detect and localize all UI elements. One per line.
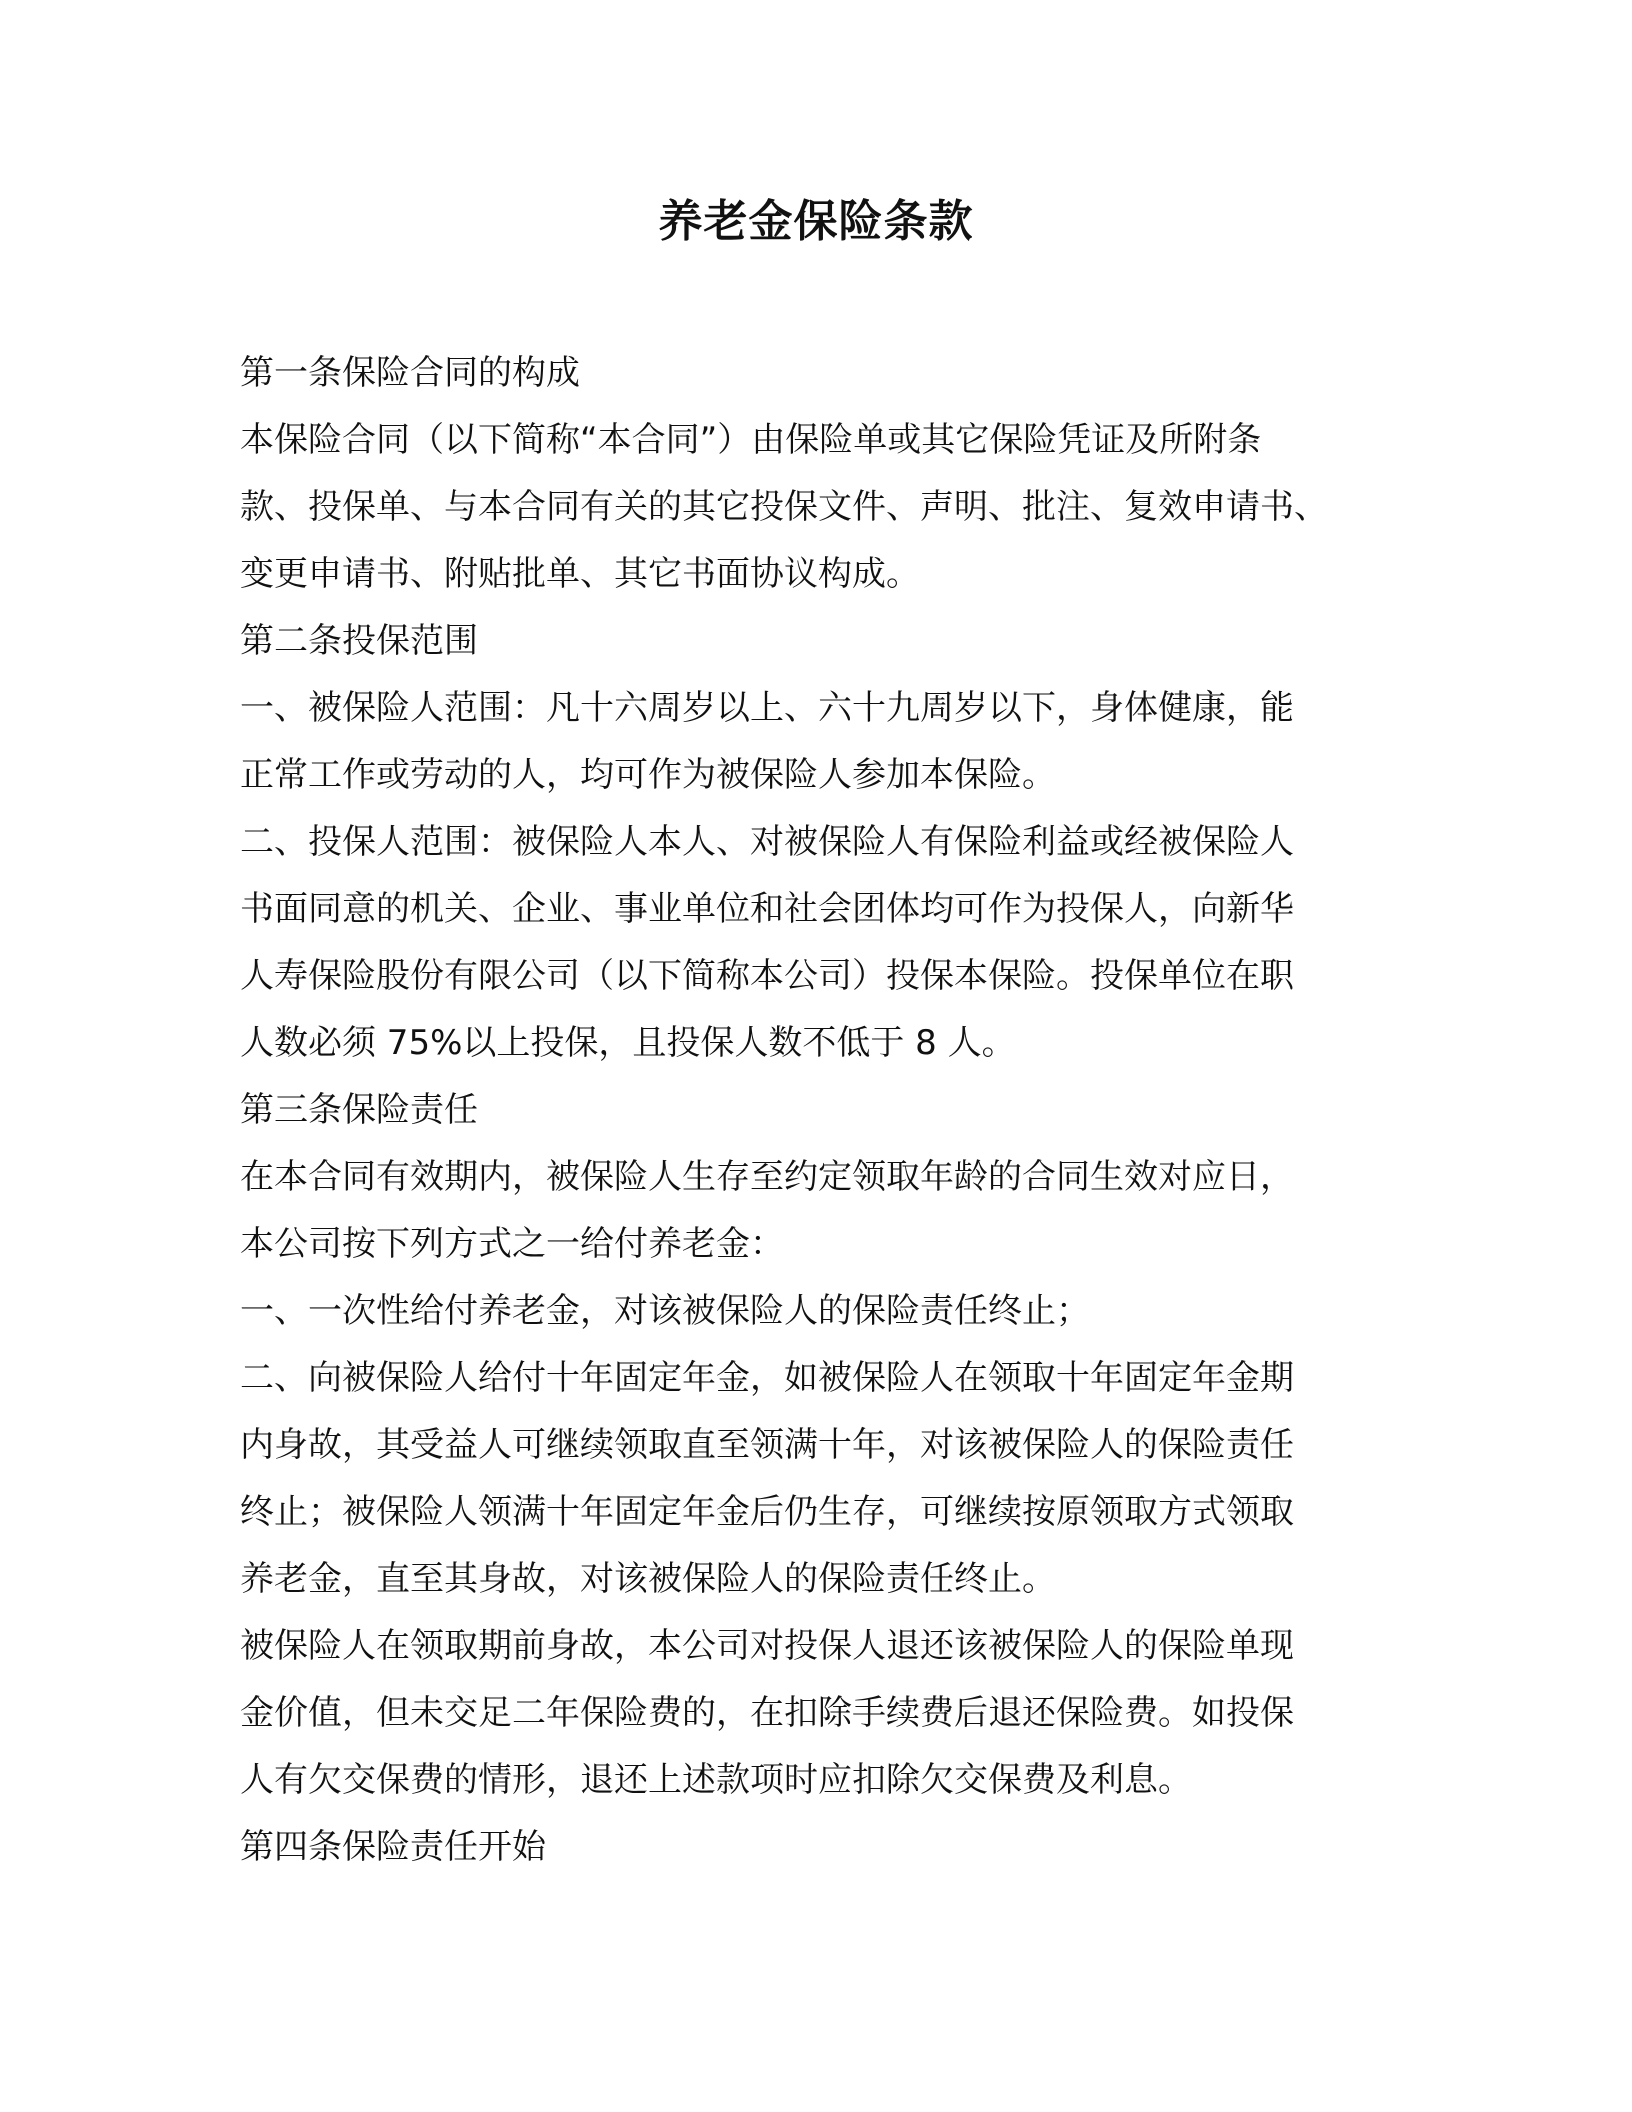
article-2-heading: 第二条投保范围 xyxy=(240,621,478,661)
paragraph-line: 书面同意的机关、企业、事业单位和社会团体均可作为投保人，向新华 xyxy=(240,889,1294,929)
paragraph-line: 人数必须 75%以上投保，且投保人数不低于 8 人。 xyxy=(240,1023,1016,1063)
paragraph-line: 一、一次性给付养老金，对该被保险人的保险责任终止； xyxy=(240,1291,1090,1331)
paragraph-line: 内身故，其受益人可继续领取直至领满十年，对该被保险人的保险责任 xyxy=(240,1425,1294,1465)
article-3-heading: 第三条保险责任 xyxy=(240,1090,478,1130)
paragraph-line: 款、投保单、与本合同有关的其它投保文件、声明、批注、复效申请书、 xyxy=(240,487,1328,527)
paragraph-line: 人寿保险股份有限公司（以下简称本公司）投保本保险。投保单位在职 xyxy=(240,956,1294,996)
paragraph-line: 变更申请书、附贴批单、其它书面协议构成。 xyxy=(240,554,920,594)
paragraph-line: 本保险合同（以下简称“本合同”）由保险单或其它保险凭证及所附条 xyxy=(240,420,1262,460)
article-4-heading: 第四条保险责任开始 xyxy=(240,1827,546,1867)
paragraph-line: 人有欠交保费的情形，退还上述款项时应扣除欠交保费及利息。 xyxy=(240,1760,1192,1800)
paragraph-line: 正常工作或劳动的人，均可作为被保险人参加本保险。 xyxy=(240,755,1056,795)
paragraph-line: 二、向被保险人给付十年固定年金，如被保险人在领取十年固定年金期 xyxy=(240,1358,1294,1398)
document-title: 养老金保险条款 xyxy=(658,196,974,247)
article-1-heading: 第一条保险合同的构成 xyxy=(240,353,580,393)
paragraph-line: 本公司按下列方式之一给付养老金： xyxy=(240,1224,784,1264)
paragraph-line: 终止；被保险人领满十年固定年金后仍生存，可继续按原领取方式领取 xyxy=(240,1492,1294,1532)
paragraph-line: 在本合同有效期内，被保险人生存至约定领取年龄的合同生效对应日， xyxy=(240,1157,1294,1197)
paragraph-line: 养老金，直至其身故，对该被保险人的保险责任终止。 xyxy=(240,1559,1056,1599)
document-body xyxy=(240,340,1400,1881)
paragraph-line: 金价值，但未交足二年保险费的，在扣除手续费后退还保险费。如投保 xyxy=(240,1693,1294,1733)
paragraph-line: 二、投保人范围：被保险人本人、对被保险人有保险利益或经被保险人 xyxy=(240,822,1294,862)
paragraph-line: 一、被保险人范围：凡十六周岁以上、六十九周岁以下，身体健康，能 xyxy=(240,688,1294,728)
paragraph-line: 被保险人在领取期前身故，本公司对投保人退还该被保险人的保险单现 xyxy=(240,1626,1294,1666)
